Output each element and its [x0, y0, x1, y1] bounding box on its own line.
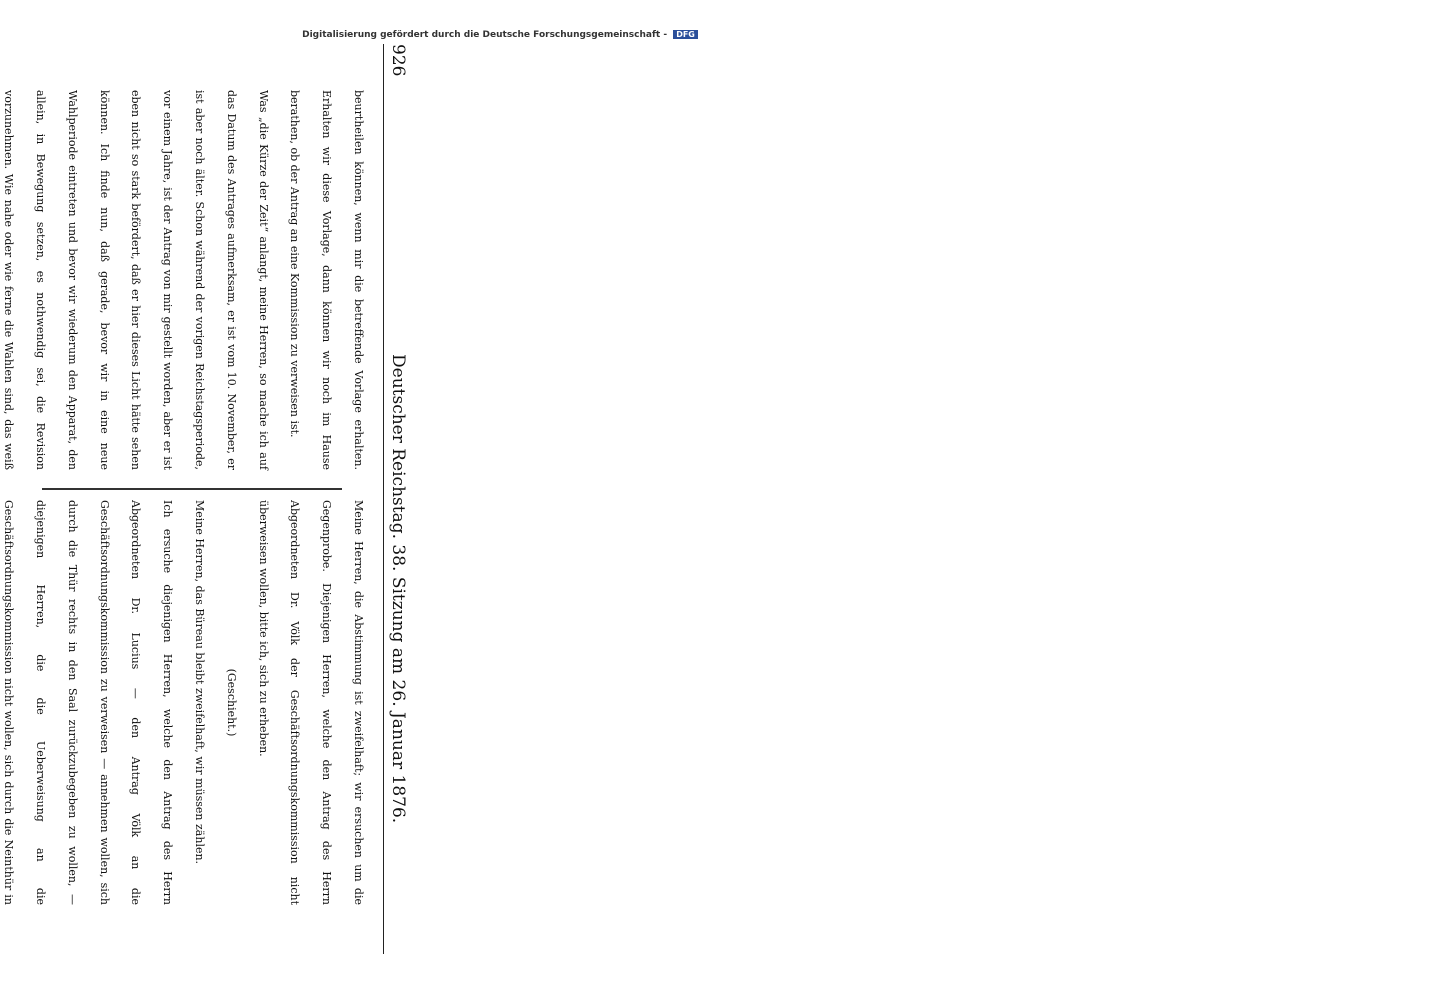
paragraph: Was „die Kürze der Zeit“ anlangt, meine Herren, so mache ich auf das Datum des Antrages aufmerksam, er ist vom 10. November, er ist aber noch älter. Schon während der vorigen Reichstagsperiode, vor einem Jahre, ist der Antrag von mir gestellt worden, aber er ist eben nicht so stark befördert, daß er hier dieses Licht hätte sehen können. Ich finde nun, daß gerade, bevor wir in eine neue Wahlperiode eintreten und bevor wir wiederum den Apparat, den allein, in Bewegung setzen, es nothwendig sei, die Revision vorzunehmen. Wie nahe oder wie ferne die Wahlen sind, das weiß [2, 90, 270, 470]
running-title: Deutscher Reichstag. 38. Sitzung am 26. Januar 1876. [388, 354, 408, 824]
paragraph: (Geschieht.) [224, 668, 238, 737]
right-column [0, 500, 374, 905]
page-header [383, 44, 408, 954]
paragraph: Meine Herren, das Büreau bleibt zweifelhaft, wir müssen zählen. [193, 500, 207, 865]
left-column [0, 90, 374, 470]
paragraph: Ich ersuche diejenigen Herren, welche den Antrag des Herrn Abgeordneten Dr. Lucius — den Antrag Völk an die Geschäftsordnungskommission zu verweisen — annehmen wollen, sich durch die Thür rechts in den Saal zurückzubegeben zu wollen, — diejenigen Herren, die die Ueberweisung an die Geschäftsordnungskommission nicht wollen, sich durch die Neinthür in [2, 500, 175, 905]
dfg-logo: DFG [673, 30, 698, 39]
column-rule [42, 488, 342, 490]
paragraph: beurtheilen können, wenn mir die betreffende Vorlage erhalten. Erhalten wir diese Vorlage, dann können wir noch im Hause berathen, ob der Antrag an eine Kommission zu verweisen ist. [288, 90, 365, 470]
page-number: 926 [388, 44, 408, 77]
paragraph: Meine Herren, die Abstimmung ist zweifelhaft; wir ersuchen um die Gegenprobe. Diejenigen Herren, welche den Antrag des Herrn Abgeordneten Dr. Völk der Geschäftsordnungskommission nicht überweisen wollen, bitte ich, sich zu erheben. [256, 500, 365, 905]
dfg-note-text: Digitalisierung gefördert durch die Deutsche Forschungsgemeinschaft - [302, 30, 668, 40]
